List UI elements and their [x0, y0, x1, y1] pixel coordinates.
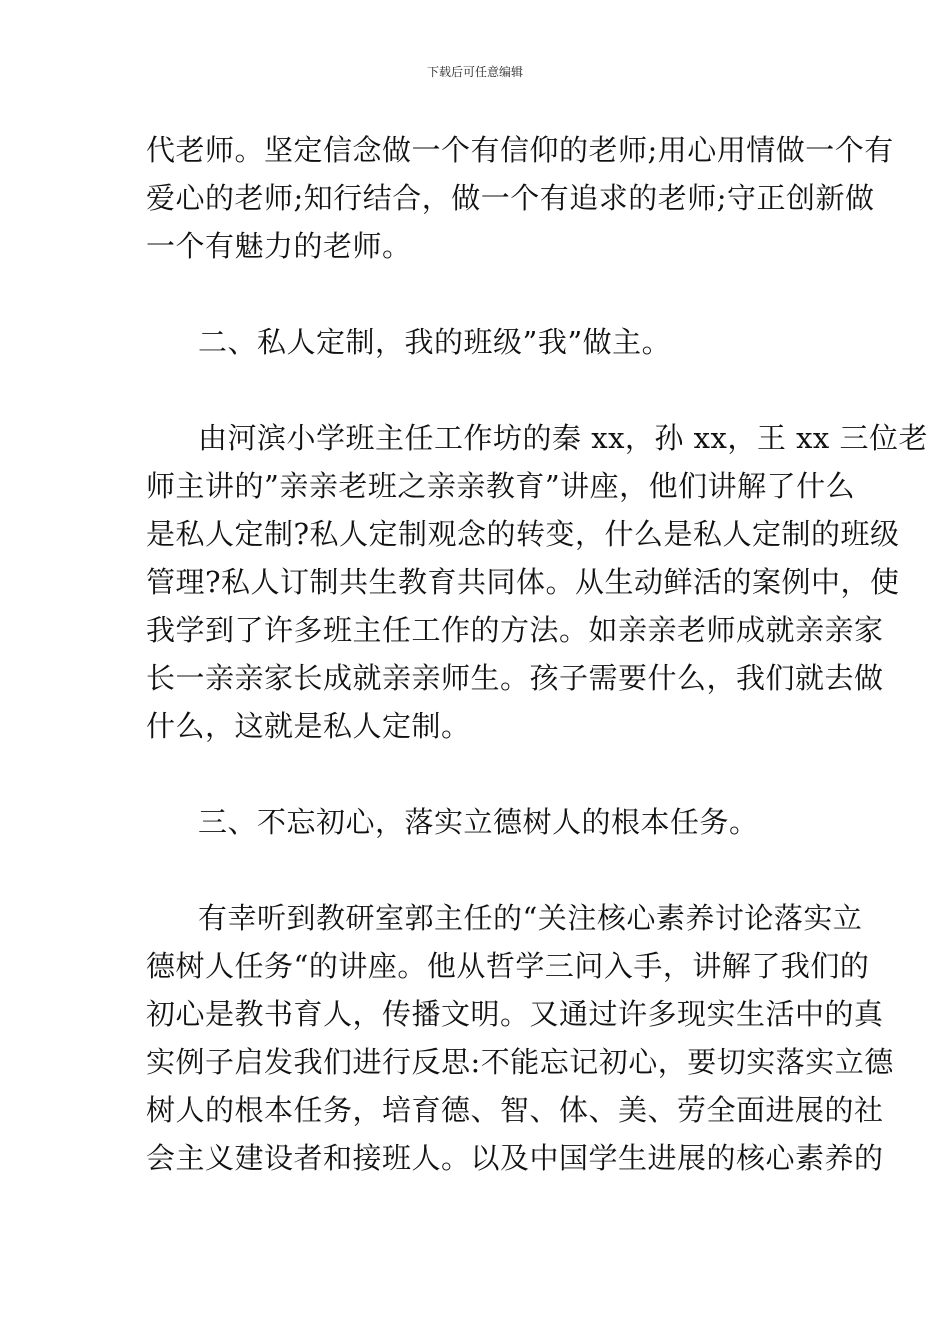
text-line: 我学到了许多班主任工作的方法。如亲亲老师成就亲亲家 [146, 613, 884, 647]
heading-text: 三、不忘初心，落实立德树人的根本任务。 [198, 805, 759, 839]
paragraph-section-3 [146, 894, 894, 1182]
paragraph-gap [146, 366, 810, 414]
text-line: 什么，这就是私人定制。 [146, 709, 471, 743]
text-line: 师主讲的”亲亲老班之亲亲教育”讲座，他们讲解了什么 [146, 469, 856, 503]
text-line: 爱心的老师;知行结合，做一个有追求的老师;守正创新做 [146, 181, 875, 215]
heading-text: 二、私人定制，我的班级”我”做主。 [198, 325, 672, 359]
paragraph-continuation [146, 126, 894, 270]
header-note: 下载后可任意编辑 [426, 65, 523, 79]
section-heading-3 [146, 798, 810, 846]
text-line: 实例子启发我们进行反思:不能忘记初心，要切实落实立德 [146, 1045, 894, 1079]
text-line: 有幸听到教研室郭主任的“关注核心素养讨论落实立 [198, 901, 863, 935]
text-line: 一个有魅力的老师。 [146, 229, 412, 263]
paragraph-section-2 [146, 414, 929, 750]
text-line: 树人的根本任务，培育德、智、体、美、劳全面进展的社 [146, 1093, 884, 1127]
paragraph-gap [146, 846, 810, 894]
text-line: 管理?私人订制共生教育共同体。从生动鲜活的案例中，使 [146, 565, 900, 599]
text-line: 由河滨小学班主任工作坊的秦 xx，孙 xx，王 xx 三位老 [198, 421, 929, 455]
text-line: 是私人定制?私人定制观念的转变，什么是私人定制的班级 [146, 517, 900, 551]
text-line: 德树人任务“的讲座。他从哲学三问入手，讲解了我们的 [146, 949, 870, 983]
text-line: 初心是教书育人，传播文明。又通过许多现实生活中的真 [146, 997, 884, 1031]
text-line: 会主义建设者和接班人。以及中国学生进展的核心素养的 [146, 1141, 884, 1175]
paragraph-gap [146, 270, 810, 318]
section-heading-2 [146, 318, 810, 366]
document-body [146, 126, 929, 1182]
text-line: 长一亲亲家长成就亲亲师生。孩子需要什么，我们就去做 [146, 661, 884, 695]
text-line: 代老师。坚定信念做一个有信仰的老师;用心用情做一个有 [146, 133, 894, 167]
paragraph-gap [146, 750, 810, 798]
